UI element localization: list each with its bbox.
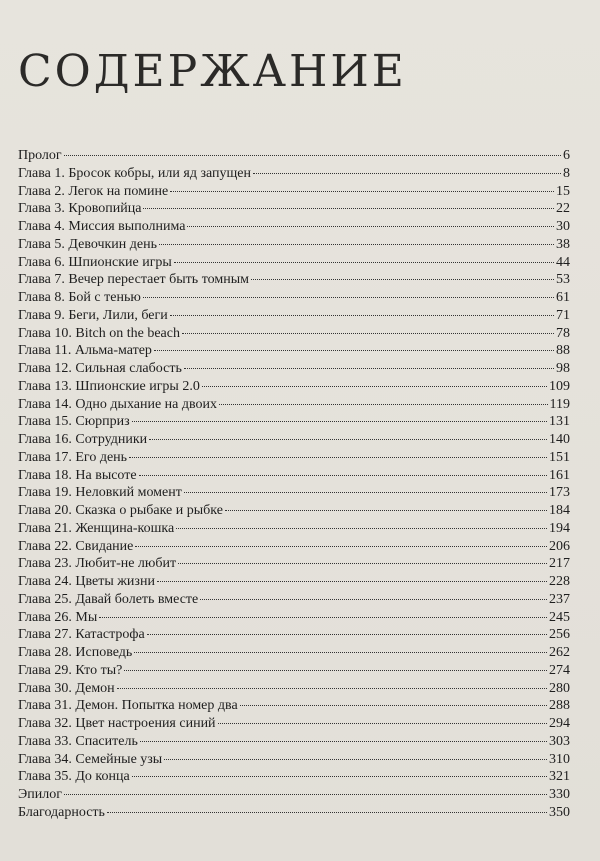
dot-leader [64, 794, 547, 795]
toc-entry-page-number: 237 [549, 591, 570, 607]
toc-entry-page-number: 6 [563, 148, 570, 163]
toc-entry-page-number: 330 [549, 787, 570, 802]
toc-entry [18, 396, 570, 414]
toc-entry [18, 467, 570, 485]
dot-leader [174, 262, 554, 263]
toc-entry-title: Глава 33. Спаситель [18, 733, 138, 749]
toc-entry-title: Глава 27. Катастрофа [18, 627, 145, 643]
toc-entry [18, 200, 570, 218]
toc-entry-title: Глава 11. Альма-матер [18, 343, 152, 359]
toc-entry-title: Глава 29. Кто ты? [18, 662, 123, 678]
dot-leader [147, 634, 547, 635]
toc-entry-page-number: 53 [556, 272, 570, 288]
toc-entry-title: Глава 31. Демон. Попытка номер два [18, 698, 238, 714]
dot-leader [154, 350, 554, 351]
table-of-contents [18, 147, 570, 822]
toc-entry-page-number: 140 [549, 432, 570, 447]
toc-entry-page-number: 321 [549, 769, 570, 785]
toc-entry-title: Глава 18. На высоте [18, 467, 137, 483]
dot-leader [176, 528, 547, 529]
dot-leader [129, 457, 547, 458]
toc-entry-page-number: 15 [556, 183, 570, 199]
toc-entry-title: Глава 5. Девочкин день [18, 236, 158, 252]
toc-entry [18, 502, 570, 520]
toc-entry-title: Глава 12. Сильная слабость [18, 361, 182, 376]
toc-entry-title: Благодарность [18, 804, 105, 820]
dot-leader [170, 315, 554, 316]
toc-entry-page-number: 184 [549, 503, 570, 518]
dot-leader [164, 759, 547, 760]
toc-entry [18, 626, 570, 644]
dot-leader [117, 688, 547, 689]
toc-entry [18, 680, 570, 698]
toc-entry-title: Глава 28. Исповедь [18, 645, 133, 660]
dot-leader [184, 368, 554, 369]
dot-leader [225, 510, 547, 511]
toc-entry-title: Глава 2. Легок на помине [18, 183, 169, 199]
toc-entry-page-number: 38 [556, 236, 570, 252]
dot-leader [184, 492, 547, 493]
toc-entry-page-number: 30 [556, 219, 570, 234]
toc-entry-page-number: 131 [549, 414, 570, 430]
toc-entry [18, 609, 570, 627]
toc-entry [18, 662, 570, 680]
toc-entry [18, 786, 570, 804]
toc-entry-page-number: 262 [549, 645, 570, 660]
toc-entry-title: Глава 24. Цветы жизни [18, 574, 155, 589]
toc-entry [18, 413, 570, 431]
dot-leader [200, 599, 547, 600]
toc-entry [18, 378, 570, 396]
toc-entry-page-number: 194 [549, 520, 570, 536]
toc-entry-title: Глава 21. Женщина-кошка [18, 520, 175, 536]
toc-entry [18, 183, 570, 201]
toc-entry-page-number: 294 [549, 716, 570, 731]
toc-entry-title: Глава 17. Его день [18, 449, 128, 465]
dot-leader [99, 617, 547, 618]
toc-entry-title: Глава 23. Любит-не любит [18, 556, 177, 572]
toc-entry [18, 804, 570, 822]
toc-entry-page-number: 78 [556, 325, 570, 341]
toc-entry-page-number: 173 [549, 485, 570, 501]
toc-entry [18, 555, 570, 573]
dot-leader [135, 546, 547, 547]
toc-entry [18, 360, 570, 378]
toc-entry-title: Глава 19. Неловкий момент [18, 485, 182, 501]
toc-entry-title: Глава 9. Беги, Лили, беги [18, 307, 168, 323]
toc-entry [18, 715, 570, 733]
dot-leader [218, 723, 547, 724]
toc-entry [18, 236, 570, 254]
toc-entry-title: Глава 8. Бой с тенью [18, 290, 141, 305]
toc-entry-page-number: 61 [556, 290, 570, 305]
toc-entry-title: Глава 20. Сказка о рыбаке и рыбке [18, 503, 223, 518]
toc-entry-title: Глава 35. До конца [18, 769, 130, 785]
toc-entry-title: Глава 7. Вечер перестает быть томным [18, 272, 249, 288]
dot-leader [143, 208, 554, 209]
dot-leader [132, 421, 547, 422]
toc-entry [18, 325, 570, 343]
toc-entry-title: Глава 10. Bitch on the beach [18, 325, 180, 341]
toc-entry [18, 751, 570, 769]
toc-entry [18, 307, 570, 325]
dot-leader [140, 741, 547, 742]
toc-entry-title: Глава 1. Бросок кобры, или яд запущен [18, 165, 251, 181]
toc-entry [18, 165, 570, 183]
toc-entry [18, 271, 570, 289]
toc-entry-page-number: 274 [549, 662, 570, 678]
toc-entry-page-number: 109 [549, 378, 570, 394]
toc-entry [18, 431, 570, 449]
dot-leader [64, 155, 561, 156]
dot-leader [139, 475, 547, 476]
toc-entry-title: Глава 6. Шпионские игры [18, 254, 172, 270]
toc-entry [18, 768, 570, 786]
toc-entry [18, 218, 570, 236]
dot-leader [149, 439, 547, 440]
toc-entry [18, 254, 570, 272]
toc-entry-title: Глава 14. Одно дыхание на двоих [18, 396, 218, 412]
toc-entry [18, 449, 570, 467]
toc-entry [18, 573, 570, 591]
toc-entry-title: Глава 25. Давай болеть вместе [18, 591, 199, 607]
toc-entry-page-number: 245 [549, 609, 570, 625]
dot-leader [124, 670, 547, 671]
toc-entry-title: Пролог [18, 148, 62, 163]
toc-entry [18, 289, 570, 307]
toc-entry-title: Глава 30. Демон [18, 680, 115, 696]
toc-entry-page-number: 161 [549, 467, 570, 483]
toc-entry-title: Эпилог [18, 787, 62, 802]
dot-leader [132, 776, 547, 777]
dot-leader [187, 226, 554, 227]
dot-leader [219, 404, 548, 405]
dot-leader [182, 333, 554, 334]
toc-entry [18, 484, 570, 502]
page-title: СОДЕРЖАНИЕ [18, 46, 407, 97]
toc-entry-page-number: 228 [549, 574, 570, 589]
toc-entry-page-number: 206 [549, 538, 570, 554]
toc-entry [18, 538, 570, 556]
toc-entry [18, 342, 570, 360]
toc-entry-title: Глава 32. Цвет настроения синий [18, 716, 216, 731]
dot-leader [134, 652, 547, 653]
dot-leader [170, 191, 554, 192]
toc-entry-title: Глава 26. Мы [18, 609, 98, 625]
dot-leader [178, 563, 547, 564]
toc-entry-page-number: 280 [549, 680, 570, 696]
dot-leader [157, 581, 547, 582]
toc-entry-title: Глава 13. Шпионские игры 2.0 [18, 378, 200, 394]
dot-leader [107, 812, 547, 813]
dot-leader [240, 705, 547, 706]
dot-leader [253, 173, 561, 174]
dot-leader [251, 279, 554, 280]
toc-entry [18, 520, 570, 538]
toc-entry-page-number: 256 [549, 627, 570, 643]
toc-entry-page-number: 8 [563, 165, 570, 181]
toc-entry [18, 147, 570, 165]
toc-entry-page-number: 350 [549, 804, 570, 820]
toc-entry-title: Глава 15. Сюрприз [18, 414, 130, 430]
dot-leader [143, 297, 554, 298]
toc-entry-title: Глава 3. Кровопийца [18, 201, 142, 217]
toc-entry-page-number: 22 [556, 201, 570, 217]
toc-entry [18, 644, 570, 662]
toc-entry-title: Глава 22. Свидание [18, 538, 134, 554]
toc-entry-page-number: 71 [556, 307, 570, 323]
toc-entry-page-number: 88 [556, 343, 570, 359]
toc-entry [18, 591, 570, 609]
toc-entry-page-number: 151 [549, 449, 570, 465]
toc-entry-page-number: 98 [556, 361, 570, 376]
toc-entry-page-number: 303 [549, 733, 570, 749]
dot-leader [159, 244, 554, 245]
dot-leader [202, 386, 547, 387]
toc-entry-page-number: 288 [549, 698, 570, 714]
toc-entry [18, 697, 570, 715]
toc-entry-page-number: 44 [556, 254, 570, 270]
toc-entry-page-number: 217 [549, 556, 570, 572]
toc-entry [18, 733, 570, 751]
toc-entry-title: Глава 16. Сотрудники [18, 432, 148, 447]
toc-entry-page-number: 119 [549, 396, 570, 412]
toc-entry-page-number: 310 [549, 751, 570, 767]
toc-entry-title: Глава 34. Семейные узы [18, 751, 163, 767]
toc-entry-title: Глава 4. Миссия выполнима [18, 219, 186, 234]
